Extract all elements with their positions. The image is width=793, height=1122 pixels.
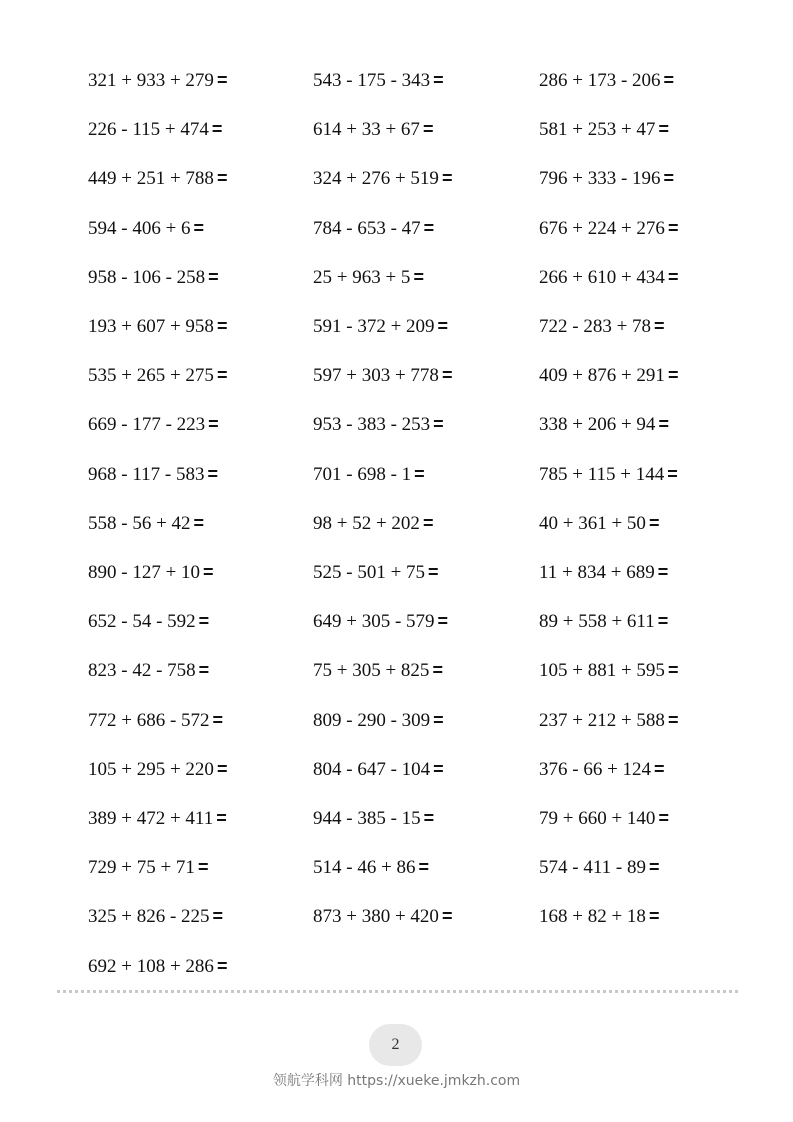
dotted-divider	[57, 990, 738, 993]
problem-expression: 722 - 283 + 78	[539, 316, 652, 337]
page-number: 2	[369, 1024, 422, 1066]
math-problem	[88, 117, 222, 142]
equals-sign: =	[216, 168, 228, 189]
math-problem	[88, 511, 204, 536]
equals-sign: =	[203, 562, 214, 582]
problem-expression: 574 - 411 - 89	[539, 857, 646, 879]
math-problem	[313, 314, 448, 339]
problem-expression: 237 + 212 + 588	[539, 709, 665, 731]
problem-expression: 692 + 108 + 286	[88, 955, 214, 977]
equals-sign: =	[422, 119, 434, 140]
equals-sign: =	[437, 316, 449, 336]
equals-sign: =	[216, 316, 228, 336]
equals-sign: =	[208, 414, 219, 435]
math-problem	[88, 806, 227, 831]
equals-sign: =	[193, 512, 205, 533]
problem-expression: 338 + 206 + 94	[539, 414, 656, 436]
problem-expression: 266 + 610 + 434	[539, 266, 665, 288]
problem-expression: 75 + 305 + 825	[313, 660, 430, 682]
math-problem	[313, 560, 439, 585]
equals-sign: =	[657, 562, 669, 582]
equals-sign: =	[207, 463, 218, 484]
math-problem	[539, 904, 659, 929]
problem-expression: 105 + 295 + 220	[88, 758, 214, 780]
equals-sign: =	[198, 611, 210, 632]
equals-sign: =	[211, 119, 223, 140]
equals-sign: =	[216, 758, 228, 779]
math-problem	[88, 904, 223, 929]
equals-sign: =	[658, 414, 669, 435]
problem-expression: 581 + 253 + 47	[539, 119, 656, 141]
problem-expression: 597 + 303 + 778	[313, 365, 439, 387]
problem-expression: 953 - 383 - 253	[313, 414, 431, 436]
problem-expression: 591 - 372 + 209	[313, 316, 435, 337]
equals-sign: =	[216, 808, 227, 828]
equals-sign: =	[667, 217, 679, 238]
equals-sign: =	[413, 266, 424, 287]
equals-sign: =	[418, 857, 430, 878]
problem-expression: 389 + 472 + 411	[88, 808, 214, 829]
problem-expression: 525 - 501 + 75	[313, 562, 426, 583]
math-problem	[313, 609, 448, 634]
problem-expression: 701 - 698 - 1	[313, 463, 412, 485]
problem-expression: 958 - 106 - 258	[88, 266, 206, 288]
equals-sign: =	[441, 168, 453, 189]
problem-expression: 772 + 686 - 572	[88, 709, 210, 731]
equals-sign: =	[212, 709, 224, 730]
math-problem	[313, 757, 444, 782]
equals-sign: =	[654, 758, 665, 779]
problem-expression: 873 + 380 + 420	[313, 906, 439, 928]
problem-expression: 89 + 558 + 611	[539, 611, 655, 633]
math-problem	[539, 511, 659, 536]
equals-sign: =	[441, 365, 453, 386]
math-problem	[88, 216, 204, 241]
equals-sign: =	[437, 611, 449, 632]
problem-expression: 652 - 54 - 592	[88, 611, 196, 633]
equals-sign: =	[198, 660, 210, 681]
equals-sign: =	[441, 906, 453, 927]
math-problem	[539, 68, 674, 93]
equals-sign: =	[667, 365, 679, 386]
math-problem	[539, 462, 678, 487]
problem-expression: 11 + 834 + 689	[539, 562, 655, 583]
equals-sign: =	[423, 808, 435, 828]
math-problem	[313, 363, 452, 388]
problem-expression: 649 + 305 - 579	[313, 611, 435, 633]
equals-sign: =	[667, 660, 679, 681]
problem-expression: 79 + 660 + 140	[539, 808, 656, 829]
math-problem	[539, 806, 669, 831]
math-problem	[313, 658, 443, 683]
equals-sign: =	[433, 414, 444, 435]
math-problem	[88, 265, 219, 290]
problem-expression: 535 + 265 + 275	[88, 365, 214, 387]
problem-expression: 449 + 251 + 788	[88, 168, 214, 190]
math-problem	[539, 560, 668, 585]
math-problem	[539, 216, 678, 241]
equals-sign: =	[663, 70, 675, 90]
equals-sign: =	[216, 365, 228, 386]
equals-sign: =	[216, 955, 228, 976]
math-problem	[313, 511, 433, 536]
equals-sign: =	[216, 70, 228, 90]
equals-sign: =	[423, 217, 435, 238]
problem-expression: 98 + 52 + 202	[313, 512, 420, 534]
math-problem	[88, 412, 219, 437]
problem-expression: 324 + 276 + 519	[313, 168, 439, 190]
math-problem	[88, 855, 208, 880]
math-problem	[313, 117, 433, 142]
math-problem	[88, 609, 209, 634]
math-problem	[539, 855, 659, 880]
math-problem	[539, 166, 674, 191]
math-problem	[313, 462, 425, 487]
equals-sign: =	[648, 857, 660, 878]
equals-sign: =	[428, 562, 439, 582]
problem-expression: 890 - 127 + 10	[88, 562, 201, 583]
problem-expression: 594 - 406 + 6	[88, 217, 191, 239]
equals-sign: =	[422, 512, 434, 533]
math-problem	[313, 68, 444, 93]
math-problem	[313, 216, 434, 241]
problem-expression: 968 - 117 - 583	[88, 463, 205, 485]
equals-sign: =	[667, 266, 679, 287]
math-problem	[539, 265, 678, 290]
problem-expression: 784 - 653 - 47	[313, 217, 421, 239]
math-problem	[88, 954, 227, 979]
problem-expression: 321 + 933 + 279	[88, 70, 214, 91]
equals-sign: =	[654, 316, 665, 336]
equals-sign: =	[658, 808, 669, 828]
problem-expression: 804 - 647 - 104	[313, 758, 431, 780]
problem-expression: 809 - 290 - 309	[313, 709, 431, 731]
math-problem	[539, 314, 665, 339]
problem-expression: 226 - 115 + 474	[88, 119, 209, 141]
problem-expression: 409 + 876 + 291	[539, 365, 665, 387]
math-problem	[88, 658, 209, 683]
footer-watermark: 领航学科网 https://xueke.jmkzh.com	[272, 1073, 521, 1089]
equals-sign: =	[193, 217, 205, 238]
equals-sign: =	[197, 857, 209, 878]
math-problem	[539, 757, 665, 782]
math-problem	[88, 708, 223, 733]
equals-sign: =	[212, 906, 224, 927]
equals-sign: =	[648, 906, 660, 927]
equals-sign: =	[648, 512, 660, 533]
problem-expression: 558 - 56 + 42	[88, 512, 191, 534]
math-problem	[88, 314, 227, 339]
math-problem	[539, 658, 678, 683]
equals-sign: =	[433, 709, 444, 730]
problem-expression: 286 + 173 - 206	[539, 70, 661, 91]
problem-expression: 543 - 175 - 343	[313, 70, 431, 91]
math-problem	[313, 412, 444, 437]
math-problem	[88, 462, 218, 487]
math-problem	[539, 363, 678, 388]
equals-sign: =	[658, 119, 669, 140]
equals-sign: =	[667, 709, 679, 730]
problem-expression: 105 + 881 + 595	[539, 660, 665, 682]
problem-expression: 514 - 46 + 86	[313, 857, 416, 879]
problem-expression: 614 + 33 + 67	[313, 119, 420, 141]
math-problem	[313, 708, 444, 733]
math-problem	[539, 708, 678, 733]
problem-expression: 676 + 224 + 276	[539, 217, 665, 239]
problem-expression: 193 + 607 + 958	[88, 316, 214, 337]
equals-sign: =	[414, 463, 425, 484]
problem-expression: 669 - 177 - 223	[88, 414, 206, 436]
math-problem	[313, 806, 434, 831]
math-problem	[313, 265, 424, 290]
math-problem	[539, 117, 669, 142]
problem-expression: 823 - 42 - 758	[88, 660, 196, 682]
problem-expression: 25 + 963 + 5	[313, 266, 411, 288]
math-problem	[539, 412, 669, 437]
problem-expression: 729 + 75 + 71	[88, 857, 195, 879]
equals-sign: =	[667, 463, 678, 484]
equals-sign: =	[433, 70, 444, 90]
math-problem	[88, 166, 227, 191]
math-problem	[313, 904, 452, 929]
problem-expression: 325 + 826 - 225	[88, 906, 210, 928]
problem-expression: 944 - 385 - 15	[313, 808, 421, 829]
equals-sign: =	[663, 168, 675, 189]
problem-expression: 796 + 333 - 196	[539, 168, 661, 190]
problem-expression: 40 + 361 + 50	[539, 512, 646, 534]
equals-sign: =	[432, 660, 443, 681]
math-problem	[88, 363, 227, 388]
problem-expression: 785 + 115 + 144	[539, 463, 665, 485]
math-problem	[88, 560, 214, 585]
math-problem	[88, 68, 227, 93]
math-problem	[88, 757, 227, 782]
equals-sign: =	[208, 266, 219, 287]
equals-sign: =	[433, 758, 444, 779]
problem-expression: 376 - 66 + 124	[539, 758, 652, 780]
math-problem	[539, 609, 668, 634]
equals-sign: =	[657, 611, 669, 632]
problem-expression: 168 + 82 + 18	[539, 906, 646, 928]
math-problem	[313, 166, 452, 191]
math-problem	[313, 855, 429, 880]
